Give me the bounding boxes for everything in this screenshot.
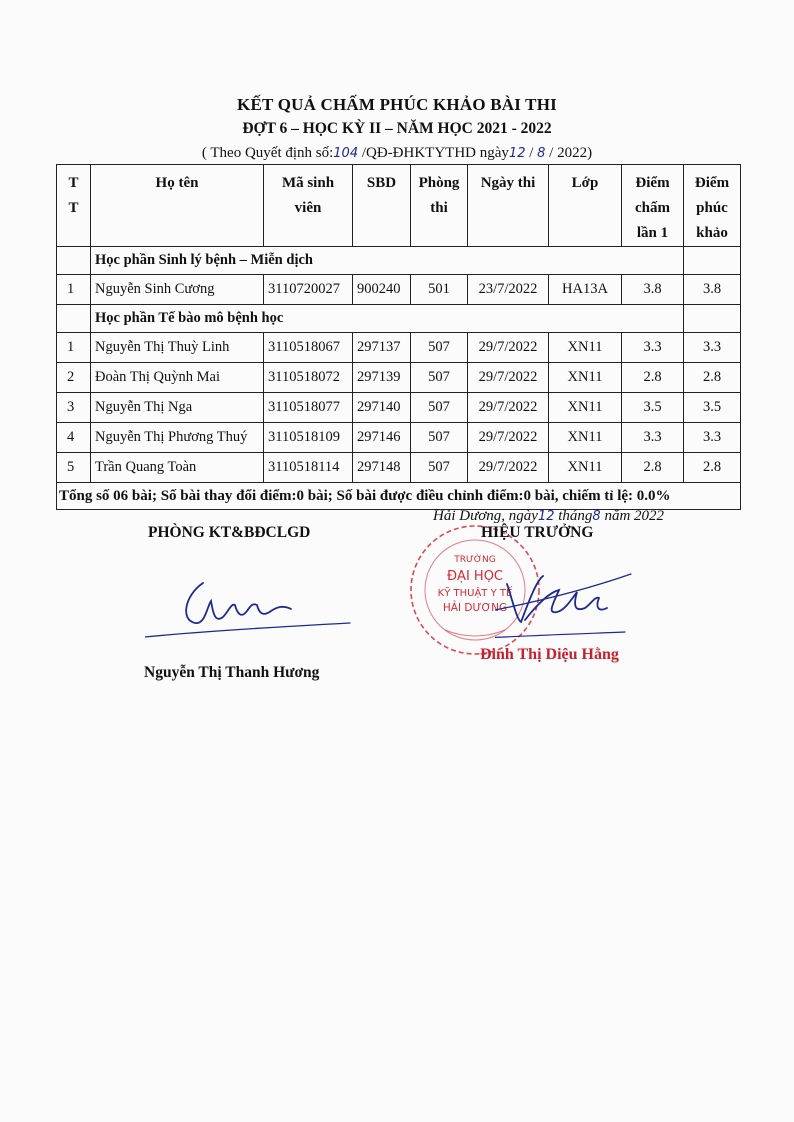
col-header-sbd: SBD	[353, 165, 411, 247]
row-name: Nguyễn Thị Thuỳ Linh	[91, 333, 264, 363]
right-title: HIỆU TRƯỞNG	[481, 524, 594, 541]
row-date: 29/7/2022	[468, 453, 549, 483]
row-score2: 3.8	[684, 275, 741, 305]
table-row	[57, 333, 741, 363]
row-name: Trần Quang Toàn	[91, 453, 264, 483]
row-score1: 3.5	[622, 393, 684, 423]
document-title: KẾT QUẢ CHẤM PHÚC KHẢO BÀI THI	[237, 95, 557, 114]
table-header-row	[57, 165, 741, 247]
row-date: 29/7/2022	[468, 393, 549, 423]
row-name: Nguyễn Thị Nga	[91, 393, 264, 423]
col-header-class: Lớp	[549, 165, 622, 247]
decision-sep: /	[525, 145, 538, 161]
decision-prefix: ( Theo Quyết định số:	[201, 145, 334, 161]
row-class: HA13A	[549, 275, 622, 305]
summary-text: Tổng số 06 bài; Số bài thay đổi điểm:0 bài; Số bài được điều chỉnh điểm:0 bài, chiếm tỉ lệ: 0.0%	[57, 483, 741, 510]
col-header-student-id: Mã sinh viên	[264, 165, 353, 247]
row-score1: 3.3	[622, 423, 684, 453]
col-header-name: Họ tên	[91, 165, 264, 247]
table-row	[57, 423, 741, 453]
row-date: 29/7/2022	[468, 423, 549, 453]
place-prefix: Hải Dương, ngày	[433, 508, 538, 524]
stamp-line-4: HẢI DƯƠNG	[442, 602, 508, 614]
row-sbd: 297146	[353, 423, 411, 453]
decision-suffix: / 2022)	[545, 145, 593, 161]
row-student-id: 3110518114	[264, 453, 353, 483]
row-class: XN11	[549, 453, 622, 483]
row-name: Nguyễn Sinh Cương	[91, 275, 264, 305]
row-score2: 2.8	[684, 453, 741, 483]
row-score1: 3.8	[622, 275, 684, 305]
row-tt: 2	[57, 363, 91, 393]
stamp-line-3: KỸ THUẬT Y TẾ	[437, 588, 513, 599]
row-student-id: 3110720027	[264, 275, 353, 305]
row-room: 507	[411, 393, 468, 423]
row-name: Nguyễn Thị Phương Thuý	[91, 423, 264, 453]
row-tt: 3	[57, 393, 91, 423]
section-spacer	[57, 305, 91, 333]
row-score2: 3.3	[684, 423, 741, 453]
table-row	[57, 393, 741, 423]
col-header-date: Ngày thi	[468, 165, 549, 247]
row-date: 23/7/2022	[468, 275, 549, 305]
row-score2: 3.5	[684, 393, 741, 423]
footer-day: 12	[537, 509, 555, 524]
row-score1: 3.3	[622, 333, 684, 363]
table-row	[57, 363, 741, 393]
summary-row	[57, 483, 741, 510]
signature-left	[145, 565, 355, 645]
decision-mid: /QĐ-ĐHKTYTHD ngày	[361, 145, 509, 161]
section-spacer	[684, 247, 741, 275]
stamp-line-1: TRƯỜNG	[454, 555, 496, 565]
row-score1: 2.8	[622, 453, 684, 483]
row-class: XN11	[549, 363, 622, 393]
row-sbd: 297140	[353, 393, 411, 423]
results-table	[56, 164, 741, 510]
document-subtitle: ĐỢT 6 – HỌC KỲ II – NĂM HỌC 2021 - 2022	[242, 120, 552, 137]
row-student-id: 3110518067	[264, 333, 353, 363]
row-sbd: 297139	[353, 363, 411, 393]
row-sbd: 297148	[353, 453, 411, 483]
section-title: Học phần Sinh lý bệnh – Miễn dịch	[91, 247, 684, 275]
row-class: XN11	[549, 423, 622, 453]
row-tt: 1	[57, 275, 91, 305]
section-spacer	[57, 247, 91, 275]
row-tt: 4	[57, 423, 91, 453]
row-room: 507	[411, 423, 468, 453]
row-sbd: 297137	[353, 333, 411, 363]
row-room: 507	[411, 333, 468, 363]
section-row	[57, 247, 741, 275]
row-name: Đoàn Thị Quỳnh Mai	[91, 363, 264, 393]
row-tt: 5	[57, 453, 91, 483]
col-header-score1: Điểm chấm lần 1	[622, 165, 684, 247]
row-room: 501	[411, 275, 468, 305]
stamp-line-2: ĐẠI HỌC	[446, 569, 504, 584]
table-row	[57, 453, 741, 483]
signature-right	[495, 562, 635, 642]
decision-reference	[0, 145, 794, 162]
row-student-id: 3110518072	[264, 363, 353, 393]
row-sbd: 900240	[353, 275, 411, 305]
row-student-id: 3110518077	[264, 393, 353, 423]
decision-number: 104	[333, 146, 359, 161]
row-score1: 2.8	[622, 363, 684, 393]
left-department: PHÒNG KT&BĐCLGD	[148, 524, 311, 541]
decision-month: 8	[537, 146, 546, 161]
table-row	[57, 275, 741, 305]
decision-day: 12	[508, 146, 526, 161]
row-tt: 1	[57, 333, 91, 363]
row-score2: 2.8	[684, 363, 741, 393]
section-row	[57, 305, 741, 333]
right-signer-name: Đinh Thị Diệu Hằng	[480, 646, 619, 663]
row-room: 507	[411, 363, 468, 393]
col-header-room: Phòng thi	[411, 165, 468, 247]
section-title: Học phần Tế bào mô bệnh học	[91, 305, 684, 333]
row-date: 29/7/2022	[468, 333, 549, 363]
col-header-tt: T T	[57, 165, 91, 247]
year-part: năm 2022	[600, 508, 665, 524]
col-header-score2: Điểm phúc khảo	[684, 165, 741, 247]
row-room: 507	[411, 453, 468, 483]
footer-month: 8	[592, 509, 601, 524]
section-spacer	[684, 305, 741, 333]
row-date: 29/7/2022	[468, 363, 549, 393]
row-score2: 3.3	[684, 333, 741, 363]
left-signer-name: Nguyễn Thị Thanh Hương	[144, 664, 320, 681]
row-class: XN11	[549, 333, 622, 363]
row-class: XN11	[549, 393, 622, 423]
month-label: tháng	[554, 508, 593, 524]
row-student-id: 3110518109	[264, 423, 353, 453]
